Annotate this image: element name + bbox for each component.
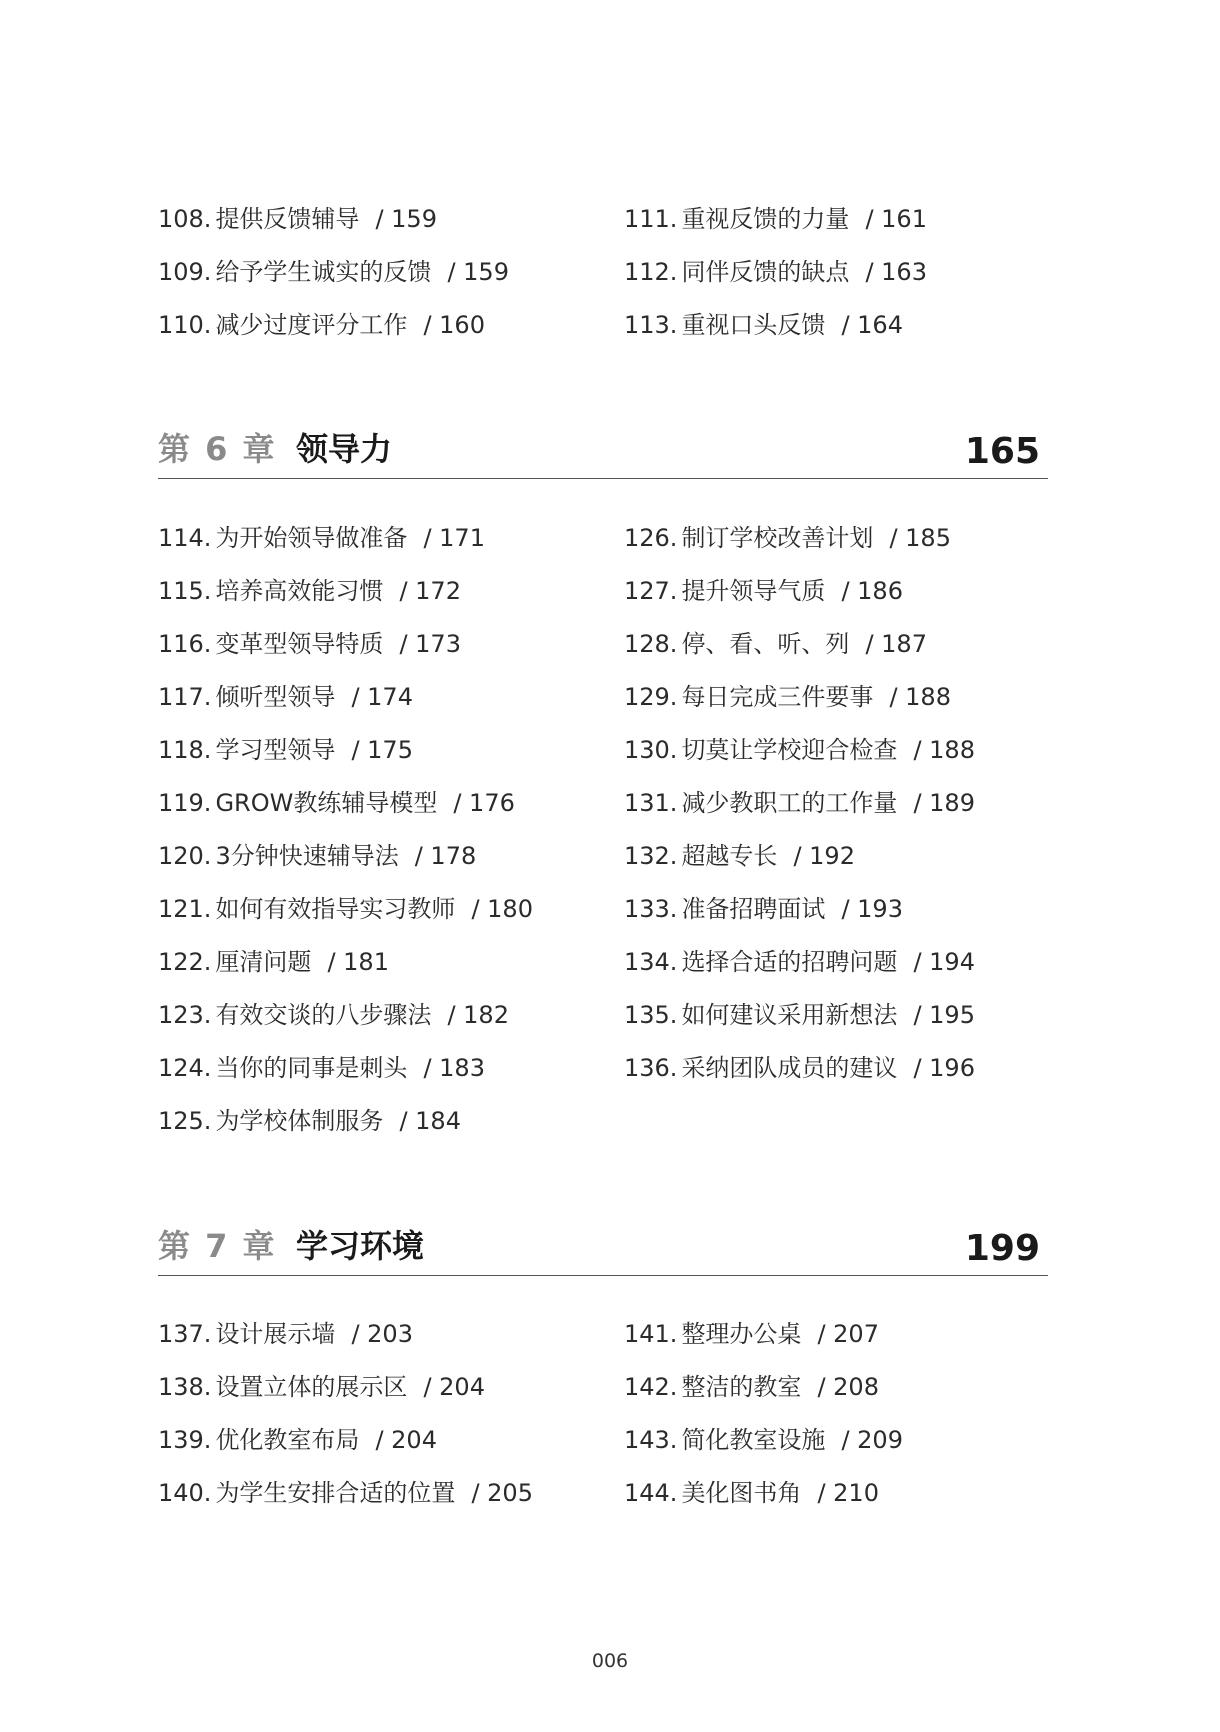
toc-entry-page: / 188 <box>913 736 975 764</box>
chapter-6-header <box>158 428 1048 479</box>
toc-entry[interactable] <box>158 784 624 837</box>
toc-entry-title: 学习型领导 <box>215 736 336 764</box>
toc-entry-number: 111. <box>624 205 678 233</box>
toc-column-left <box>158 200 624 359</box>
toc-entry-page: / 164 <box>841 311 903 339</box>
toc-entry-number: 109. <box>158 258 212 286</box>
toc-entry-page: / 194 <box>913 948 975 976</box>
toc-entry-page: / 178 <box>414 842 477 870</box>
toc-entry-title: 减少教职工的工作量 <box>681 789 898 817</box>
toc-entry-title: 制订学校改善计划 <box>681 524 874 552</box>
toc-entry-page: / 160 <box>423 311 485 339</box>
toc-entry-page: / 192 <box>793 842 855 870</box>
toc-entry-title: 优化教室布局 <box>215 1426 360 1454</box>
toc-entry-number: 114. <box>158 524 212 552</box>
toc-entry-number: 115. <box>158 577 212 605</box>
toc-column-right <box>624 1315 1048 1527</box>
toc-entry-number: 141. <box>624 1320 678 1348</box>
toc-entry-number: 133. <box>624 895 678 923</box>
toc-entry[interactable] <box>624 306 1048 359</box>
toc-entry-title: 重视反馈的力量 <box>681 205 850 233</box>
toc-entry-number: 120. <box>158 842 212 870</box>
toc-entry[interactable] <box>624 1474 1048 1527</box>
toc-entry[interactable] <box>158 1474 624 1527</box>
toc-entry-title: 美化图书角 <box>681 1479 802 1507</box>
toc-entry[interactable] <box>624 253 1048 306</box>
toc-entry-number: 142. <box>624 1373 678 1401</box>
toc-entry-page: / 203 <box>351 1320 413 1348</box>
toc-entry-title: 变革型领导特质 <box>215 630 384 658</box>
toc-entry-title: 整洁的教室 <box>681 1373 802 1401</box>
toc-column-left <box>158 519 624 1155</box>
toc-entry-title: 有效交谈的八步骤法 <box>215 1001 432 1029</box>
toc-entry-page: / 183 <box>423 1054 485 1082</box>
toc-entry[interactable] <box>158 519 624 572</box>
toc-entry-number: 112. <box>624 258 678 286</box>
toc-entry-page: / 205 <box>471 1479 533 1507</box>
toc-entry-title: 为开始领导做准备 <box>215 524 408 552</box>
toc-entry-number: 116. <box>158 630 212 658</box>
toc-entry-number: 122. <box>158 948 212 976</box>
toc-entry[interactable] <box>158 890 624 943</box>
toc-entry-page: / 204 <box>375 1426 437 1454</box>
toc-entry[interactable] <box>158 678 624 731</box>
toc-entry-number: 140. <box>158 1479 212 1507</box>
toc-entry-number: 144. <box>624 1479 678 1507</box>
toc-entry-page: / 176 <box>453 789 515 817</box>
toc-entry-title: 准备招聘面试 <box>681 895 826 923</box>
toc-entry[interactable] <box>624 200 1048 253</box>
toc-entry-title: 减少过度评分工作 <box>215 311 408 339</box>
toc-entry-title: GROW教练辅导模型 <box>215 789 438 817</box>
toc-entry-page: / 163 <box>865 258 927 286</box>
toc-entry-number: 137. <box>158 1320 212 1348</box>
toc-entry[interactable] <box>158 943 624 996</box>
toc-entry-page: / 175 <box>351 736 413 764</box>
toc-entry-number: 127. <box>624 577 678 605</box>
toc-entry-page: / 195 <box>913 1001 975 1029</box>
toc-entry[interactable] <box>158 625 624 678</box>
toc-entry-page: / 207 <box>817 1320 879 1348</box>
toc-entry-title: 重视口头反馈 <box>681 311 826 339</box>
toc-entry[interactable] <box>158 731 624 784</box>
toc-entry-title: 停、看、听、列 <box>681 630 850 658</box>
toc-entry-number: 143. <box>624 1426 678 1454</box>
toc-entry-title: 为学校体制服务 <box>215 1107 384 1135</box>
toc-entry-number: 123. <box>158 1001 212 1029</box>
chapter-6-title: 领导力 <box>296 430 393 468</box>
toc-entry[interactable] <box>158 1315 624 1368</box>
toc-entry-number: 113. <box>624 311 678 339</box>
toc-entry-number: 121. <box>158 895 212 923</box>
toc-entry[interactable] <box>158 1421 624 1474</box>
chapter-7-entries <box>158 1315 1048 1527</box>
toc-entry-page: / 173 <box>399 630 461 658</box>
toc-entry-number: 128. <box>624 630 678 658</box>
toc-entry-number: 135. <box>624 1001 678 1029</box>
toc-entry-page: / 159 <box>375 205 437 233</box>
toc-entry-title: 切莫让学校迎合检查 <box>681 736 898 764</box>
toc-entry-number: 118. <box>158 736 212 764</box>
toc-entry-title: 给予学生诚实的反馈 <box>215 258 432 286</box>
toc-entry-number: 139. <box>158 1426 212 1454</box>
toc-entry[interactable] <box>158 572 624 625</box>
toc-entry-number: 130. <box>624 736 678 764</box>
toc-entry-title: 如何建议采用新想法 <box>681 1001 898 1029</box>
toc-entry-page: / 180 <box>471 895 533 923</box>
toc-entry-title: 为学生安排合适的位置 <box>215 1479 456 1507</box>
toc-entry-page: / 187 <box>865 630 927 658</box>
chapter-7-header <box>158 1225 1048 1276</box>
toc-entry[interactable] <box>158 1049 624 1102</box>
toc-entry-page: / 193 <box>841 895 903 923</box>
toc-entry[interactable] <box>624 837 1048 890</box>
toc-entry[interactable] <box>624 890 1048 943</box>
toc-entry-number: 126. <box>624 524 678 552</box>
toc-entry[interactable] <box>158 306 624 359</box>
chapter-7-title: 学习环境 <box>296 1227 425 1265</box>
toc-entry-title: 设置立体的展示区 <box>215 1373 408 1401</box>
toc-column-right <box>624 200 1048 359</box>
toc-entry[interactable] <box>624 572 1048 625</box>
toc-entry-number: 124. <box>158 1054 212 1082</box>
toc-entry-title: 设计展示墙 <box>215 1320 336 1348</box>
toc-entry[interactable] <box>624 519 1048 572</box>
toc-entry-page: / 209 <box>841 1426 903 1454</box>
toc-entry[interactable] <box>624 943 1048 996</box>
chapter-7-label: 第 7 章 <box>158 1227 277 1265</box>
toc-entry[interactable] <box>624 1421 1048 1474</box>
toc-entry-page: / 182 <box>447 1001 509 1029</box>
toc-entry[interactable] <box>158 837 624 890</box>
toc-top-section <box>158 200 1048 359</box>
toc-entry-page: / 161 <box>865 205 927 233</box>
chapter-6-page: 165 <box>964 431 1040 472</box>
toc-entry-number: 119. <box>158 789 212 817</box>
chapter-7-page: 199 <box>964 1228 1040 1269</box>
toc-entry[interactable] <box>624 1315 1048 1368</box>
chapter-6-label: 第 6 章 <box>158 430 277 468</box>
toc-entry-page: / 159 <box>447 258 509 286</box>
toc-entry[interactable] <box>158 1102 624 1155</box>
toc-entry[interactable] <box>624 1049 1048 1102</box>
toc-entry-title: 提升领导气质 <box>681 577 826 605</box>
toc-entry-page: / 210 <box>817 1479 879 1507</box>
toc-entry-page: / 208 <box>817 1373 879 1401</box>
toc-entry-page: / 172 <box>399 577 461 605</box>
toc-entry-number: 132. <box>624 842 678 870</box>
toc-entry-page: / 186 <box>841 577 903 605</box>
toc-entry-number: 108. <box>158 205 212 233</box>
toc-column-right <box>624 519 1048 1155</box>
toc-column-left <box>158 1315 624 1527</box>
toc-entry-title: 超越专长 <box>681 842 778 870</box>
toc-entry[interactable] <box>158 1368 624 1421</box>
toc-entry-page: / 189 <box>913 789 975 817</box>
toc-entry[interactable] <box>624 1368 1048 1421</box>
toc-entry-number: 131. <box>624 789 678 817</box>
toc-entry-title: 采纳团队成员的建议 <box>681 1054 898 1082</box>
page-number: 006 <box>591 1650 629 1672</box>
toc-entry-title: 当你的同事是刺头 <box>215 1054 408 1082</box>
toc-entry-page: / 185 <box>889 524 951 552</box>
toc-entry-title: 倾听型领导 <box>215 683 336 711</box>
toc-entry-title: 厘清问题 <box>215 948 312 976</box>
toc-entry-title: 3分钟快速辅导法 <box>215 842 399 870</box>
toc-entry[interactable] <box>624 996 1048 1049</box>
toc-entry[interactable] <box>158 253 624 306</box>
chapter-6-entries <box>158 519 1048 1155</box>
toc-entry[interactable] <box>624 625 1048 678</box>
toc-entry-title: 选择合适的招聘问题 <box>681 948 898 976</box>
toc-entry-title: 简化教室设施 <box>681 1426 826 1454</box>
toc-entry-title: 每日完成三件要事 <box>681 683 874 711</box>
toc-entry-number: 138. <box>158 1373 212 1401</box>
toc-entry[interactable] <box>158 996 624 1049</box>
toc-entry[interactable] <box>624 784 1048 837</box>
toc-entry-page: / 196 <box>913 1054 975 1082</box>
toc-entry-page: / 184 <box>399 1107 461 1135</box>
toc-entry-page: / 174 <box>351 683 413 711</box>
toc-entry-page: / 204 <box>423 1373 485 1401</box>
toc-entry-title: 培养高效能习惯 <box>215 577 384 605</box>
toc-entry-title: 整理办公桌 <box>681 1320 802 1348</box>
toc-entry-title: 同伴反馈的缺点 <box>681 258 850 286</box>
toc-entry[interactable] <box>624 731 1048 784</box>
toc-entry-page: / 188 <box>889 683 951 711</box>
toc-entry-number: 110. <box>158 311 212 339</box>
toc-entry-number: 117. <box>158 683 212 711</box>
toc-entry-title: 如何有效指导实习教师 <box>215 895 456 923</box>
toc-entry-number: 134. <box>624 948 678 976</box>
toc-entry-number: 136. <box>624 1054 678 1082</box>
toc-entry-number: 129. <box>624 683 678 711</box>
toc-entry-page: / 181 <box>327 948 389 976</box>
toc-entry-title: 提供反馈辅导 <box>215 205 360 233</box>
toc-entry-page: / 171 <box>423 524 485 552</box>
toc-entry-number: 125. <box>158 1107 212 1135</box>
toc-entry[interactable] <box>624 678 1048 731</box>
toc-entry[interactable] <box>158 200 624 253</box>
